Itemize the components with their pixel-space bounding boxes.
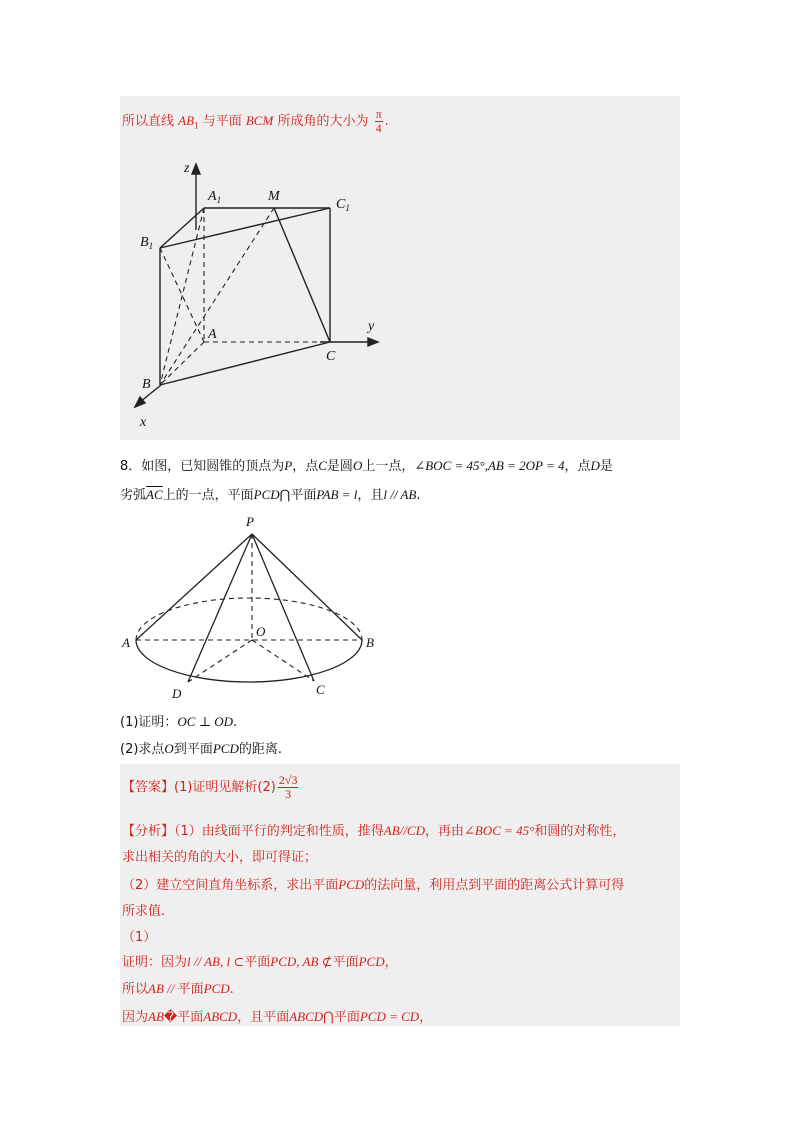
analysis-tag: 【分析】 — [122, 824, 175, 839]
label-a1: $A_1$ — [208, 189, 222, 205]
label-d: D — [172, 686, 182, 701]
analysis-line-6: 证明：因为l // AB, l ⊂平面PCD, AB ⊄平面PCD， — [122, 954, 398, 970]
label-y: y — [368, 319, 375, 334]
analysis-line-3: （2）建立空间直角坐标系，求出平面PCD的法向量，利用点到平面的距离公式计算可得 — [122, 877, 625, 893]
prism-figure — [130, 150, 410, 440]
problem8-line2: 劣弧$\overline{AC}$上的一点，平面PCD⋂平面PAB = l，且l // AB. — [120, 487, 421, 503]
pi-over-4: $\frac{\pi}{4}$ — [375, 107, 382, 135]
label-z: z — [184, 161, 190, 176]
label-b: B — [142, 377, 151, 392]
analysis-line-5: （1） — [122, 930, 157, 945]
question-1: (1)证明：OC ⊥ OD. — [120, 714, 238, 730]
solution-box-top — [120, 96, 680, 440]
solution-box-bottom — [120, 764, 680, 1026]
label-p: P — [246, 514, 254, 529]
label-a: A — [208, 327, 217, 342]
answer-tag: 【答案】 — [122, 780, 175, 795]
answer-fraction: $\frac{2√3}{3}$ — [278, 773, 298, 801]
conclusion-line: 所以直线 $AB_1$ 与平面 BCM 所成角的大小为 $\frac{\pi}{4}$ . — [122, 107, 389, 135]
label-a: A — [122, 635, 130, 650]
label-x: x — [140, 415, 147, 430]
question-2: (2)求点O到平面PCD的距离. — [120, 741, 282, 757]
analysis-line-8: 因为AB�平面ABCD，且平面ABCD⋂平面PCD = CD， — [122, 1009, 433, 1025]
label-m: M — [268, 189, 280, 204]
analysis-line-1: 【分析】（1）由线面平行的判定和性质，推得AB//CD，再由∠BOC = 45°和圆的对称性， — [122, 823, 626, 839]
label-c: C — [316, 682, 325, 697]
problem8-line1: 8．如图，已知圆锥的顶点为P，点C是圆O上一点，∠BOC = 45°,AB = 2OP = 4，点D是 — [120, 458, 613, 474]
label-o: O — [256, 624, 266, 639]
analysis-line-2: 求出相关的角的大小，即可得证； — [122, 850, 318, 865]
answer-line: 【答案】(1)证明见解析(2) $\frac{2√3}{3}$ — [122, 773, 298, 801]
label-c1: $C_1$ — [336, 197, 350, 213]
label-b1: $B_1$ — [140, 235, 154, 251]
cone-figure — [118, 512, 388, 702]
label-b: B — [366, 635, 374, 650]
label-c: C — [326, 349, 336, 364]
analysis-line-7: 所以AB // 平面PCD. — [122, 981, 234, 997]
analysis-line-4: 所求值． — [122, 904, 175, 919]
